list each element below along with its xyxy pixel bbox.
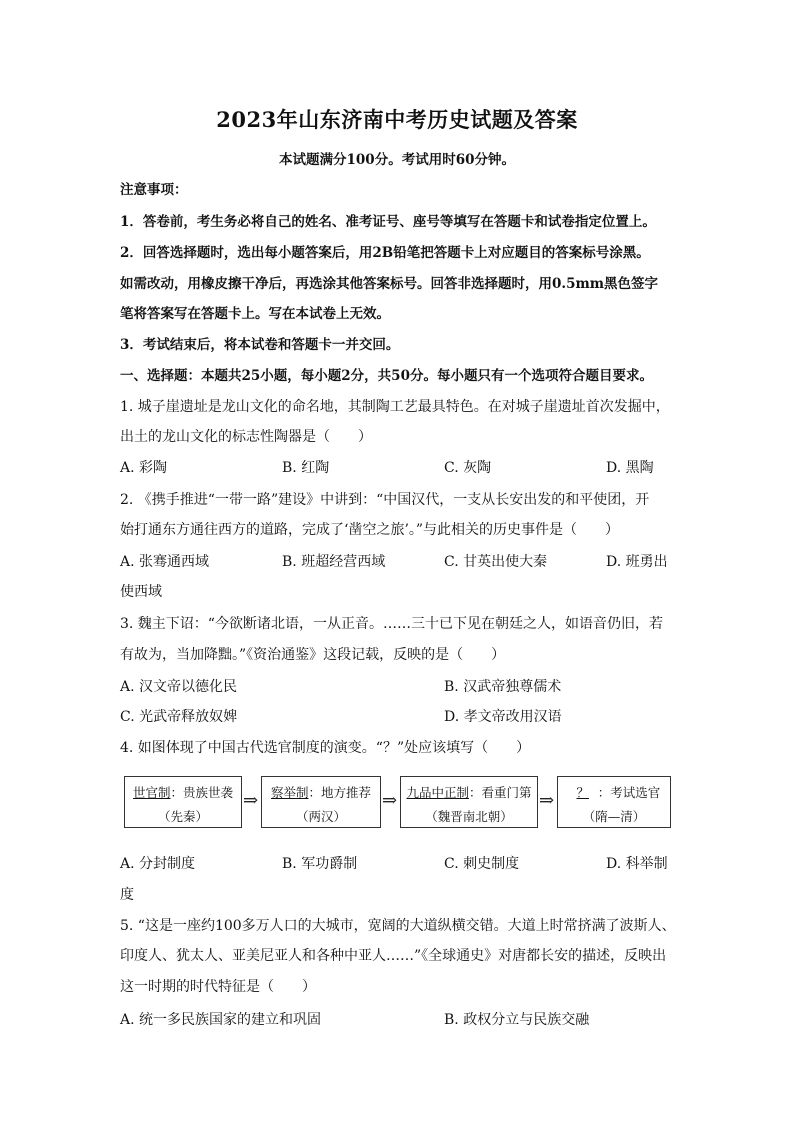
q3-option-c: C. 光武帝释放奴婢 <box>120 709 238 725</box>
flow-box-1-desc: ：贵族世袭 <box>170 785 234 800</box>
q1-option-b: B. 红陶 <box>282 460 330 476</box>
note-item-1: 1．答卷前，考生务必将自己的姓名、准考证号、座号等填写在答题卡和试卷指定位置上。 <box>120 214 656 230</box>
q4-option-b: B. 军功爵制 <box>282 856 358 872</box>
question-3-text: 3. 魏主下诏：“今欲断诸北语，一从正音。……三十已下见在朝廷之人，如语音仍旧，若 <box>120 616 663 632</box>
flow-box-1-name: 世官制 <box>132 785 171 800</box>
question-2-text: 2. 《携手推进“一带一路”建设》中讲到：“中国汉代，一支从长安出发的和平使团，开 <box>120 492 650 508</box>
flow-box-3-name: 九品中正制 <box>406 785 469 800</box>
flow-arrow-icon: ⇒ <box>539 790 555 811</box>
page-title: 2023年山东济南中考历史试题及答案 <box>216 107 578 132</box>
flow-box-2-desc: ：地方推荐 <box>308 785 372 800</box>
q5-option-b: B. 政权分立与民族交融 <box>444 1012 590 1028</box>
flow-box-4 <box>557 776 671 828</box>
question-3-text: 有故为，当加降黜。”《资治通鉴》这段记载，反映的是（ ） <box>120 647 506 663</box>
selection-system-diagram <box>124 776 672 832</box>
question-5-text: 印度人、犹太人、亚美尼亚人和各种中亚人……”《全球通史》对唐都长安的描述，反映出 <box>120 948 667 964</box>
q2-option-b: B. 班超经营西域 <box>282 554 386 570</box>
flow-box-4-desc: ：考试选官 <box>597 785 661 800</box>
flow-box-2-era: （两汉） <box>295 809 346 824</box>
question-5-text: 这一时期的时代特征是（ ） <box>120 979 316 995</box>
flow-box-3-era: （魏晋南北朝） <box>425 809 513 824</box>
flow-box-3 <box>400 776 538 828</box>
flow-box-4-name: ？ <box>576 785 589 800</box>
q2-option-d: D. 班勇出 <box>606 554 668 570</box>
section-heading: 一、选择题：本题共25小题，每小题2分，共50分。每小题只有一个选项符合题目要求。 <box>120 368 653 384</box>
question-1-text: 出土的龙山文化的标志性陶器是（ ） <box>120 429 372 445</box>
flow-box-1-era: （先秦） <box>157 809 208 824</box>
q3-option-d: D. 孝文帝改用汉语 <box>444 709 562 725</box>
q3-option-a: A. 汉文帝以德化民 <box>120 679 238 695</box>
note-item-2-cont: 如需改动，用橡皮擦干净后，再选涂其他答案标号。回答非选择题时，用0.5mm黑色签字 <box>120 276 659 292</box>
q1-option-c: C. 灰陶 <box>444 460 492 476</box>
flow-box-2 <box>261 776 381 828</box>
flow-arrow-icon: ⇒ <box>382 790 398 811</box>
q2-option-c: C. 甘英出使大秦 <box>444 554 548 570</box>
note-item-3: 3．考试结束后，将本试卷和答题卡一并交回。 <box>120 337 400 353</box>
q4-option-d-cont: 度 <box>120 887 134 903</box>
note-item-2: 2．回答选择题时，选出每小题答案后，用2B铅笔把答题卡上对应题目的答案标号涂黑。 <box>120 245 650 261</box>
question-1-text: 1. 城子崖遗址是龙山文化的命名地，其制陶工艺最具特色。在对城子崖遗址首次发掘中， <box>120 399 670 415</box>
flow-box-3-desc: ：看重门第 <box>469 785 532 800</box>
flow-box-1 <box>124 776 242 828</box>
note-item-2-cont: 笔将答案写在答题卡上。写在本试卷上无效。 <box>120 306 390 322</box>
question-4-text: 4. 如图体现了中国古代选官制度的演变。“？”处应该填写（ ） <box>120 740 531 756</box>
q4-option-c: C. 刺史制度 <box>444 856 520 872</box>
flow-box-2-name: 察举制 <box>270 785 309 800</box>
q2-option-a: A. 张骞通西域 <box>120 554 210 570</box>
q4-option-d: D. 科举制 <box>606 856 668 872</box>
q1-option-d: D. 黑陶 <box>606 460 654 476</box>
flow-box-4-era: （隋—清） <box>582 809 646 824</box>
q5-option-a: A. 统一多民族国家的建立和巩固 <box>120 1012 322 1028</box>
page-subtitle: 本试题满分100分。考试用时60分钟。 <box>279 152 515 168</box>
q2-option-d-cont: 使西域 <box>120 584 162 600</box>
flow-arrow-icon: ⇒ <box>243 790 259 811</box>
q3-option-b: B. 汉武帝独尊儒术 <box>444 679 562 695</box>
question-5-text: 5. “这是一座约100多万人口的大城市，宽阔的大道纵横交错。大道上时常挤满了波斯人、 <box>120 918 676 934</box>
question-2-text: 始打通东方通往西方的道路，完成了‘凿空之旅’。”与此相关的历史事件是（ ） <box>120 522 620 538</box>
q4-option-a: A. 分封制度 <box>120 856 196 872</box>
q1-option-a: A. 彩陶 <box>120 460 168 476</box>
notes-heading: 注意事项： <box>120 182 188 198</box>
